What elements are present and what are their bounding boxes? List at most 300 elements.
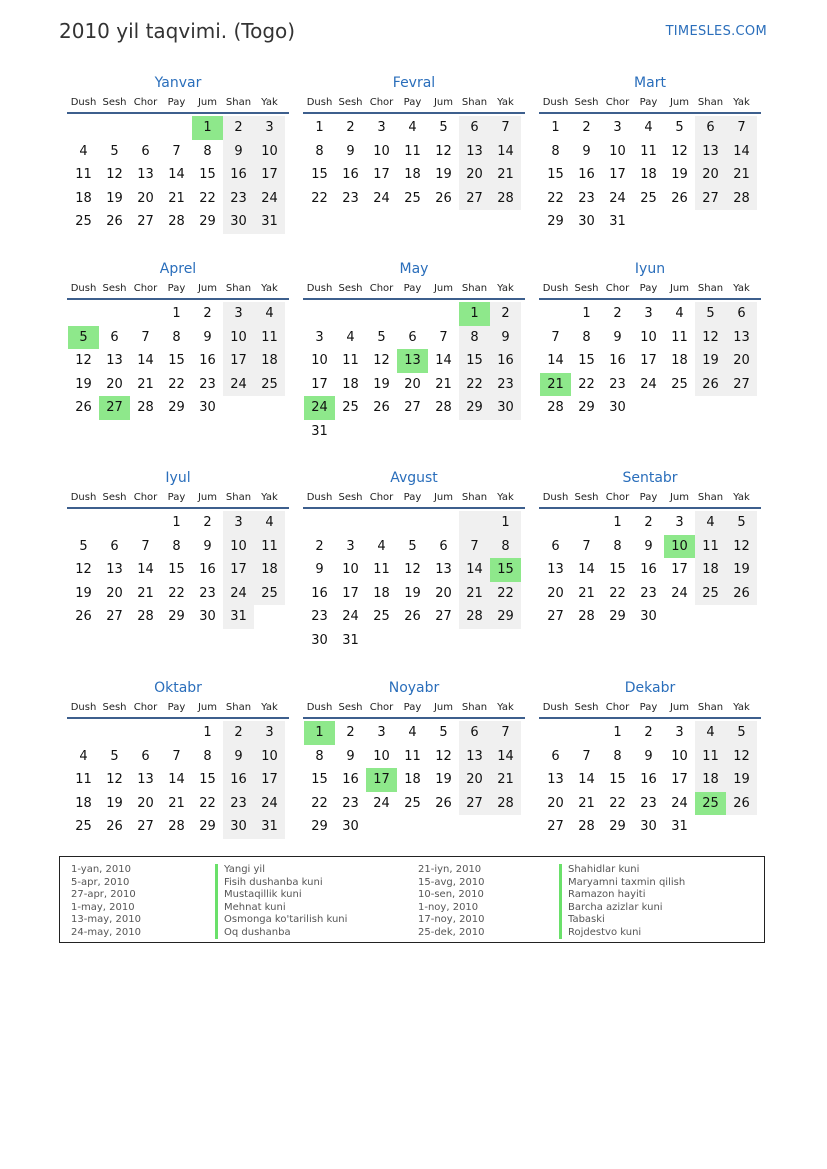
weekday-header <box>67 280 289 300</box>
empty-cell <box>304 302 335 326</box>
day-grid <box>68 511 289 629</box>
day-cell: 15 <box>199 772 216 787</box>
day-cell: 19 <box>106 795 123 811</box>
day-cell: 3 <box>613 120 622 135</box>
holiday-day-cell: 1 <box>459 302 490 326</box>
weekday-label: Dush <box>542 492 569 503</box>
day-cell: 21 <box>168 190 185 206</box>
day-cell: 22 <box>311 795 328 811</box>
day-cell: 7 <box>490 116 521 140</box>
day-cell: 31 <box>254 210 285 234</box>
day-cell: 8 <box>459 326 490 350</box>
month-name: Fevral <box>392 75 436 91</box>
day-cell: 11 <box>254 326 285 350</box>
day-cell: 12 <box>435 748 452 764</box>
day-cell: 3 <box>315 329 324 345</box>
day-cell: 10 <box>640 329 657 345</box>
day-cell: 21 <box>726 163 757 187</box>
holiday-day-cell: 24 <box>304 396 335 420</box>
weekday-label: Sesh <box>102 702 127 713</box>
day-cell: 16 <box>223 768 254 792</box>
day-cell: 11 <box>373 562 390 577</box>
weekday-label: Dush <box>70 492 97 503</box>
month-name: Aprel <box>159 261 197 277</box>
holiday-day-cell: 17 <box>366 768 397 792</box>
day-cell: 24 <box>640 376 657 392</box>
day-cell: 2 <box>223 721 254 745</box>
day-cell: 8 <box>613 748 622 764</box>
weekday-label: Shan <box>461 97 488 108</box>
weekday-label: Sesh <box>338 97 363 108</box>
weekday-header <box>539 489 761 509</box>
weekday-label: Dush <box>542 97 569 108</box>
day-cell: 3 <box>254 116 285 140</box>
empty-cell <box>130 721 161 745</box>
legend-date: 24-may, 2010 <box>71 926 141 938</box>
day-cell: 6 <box>695 116 726 140</box>
day-cell: 5 <box>377 329 386 345</box>
day-cell: 4 <box>695 721 726 745</box>
weekday-label: Dush <box>70 702 97 713</box>
day-cell: 30 <box>640 609 657 624</box>
day-cell: 27 <box>137 214 154 229</box>
day-cell: 10 <box>373 143 390 159</box>
weekday-header <box>303 280 525 300</box>
day-cell: 27 <box>106 609 123 624</box>
legend-holiday-name: Ramazon hayiti <box>559 889 685 902</box>
empty-cell <box>540 302 571 326</box>
day-cell: 29 <box>547 214 564 229</box>
day-cell: 4 <box>346 329 355 345</box>
legend-date: 10-sen, 2010 <box>418 889 484 900</box>
day-cell: 17 <box>254 163 285 187</box>
day-cell: 14 <box>137 562 154 577</box>
day-cell: 23 <box>640 585 657 601</box>
day-grid <box>540 511 761 629</box>
day-cell: 30 <box>342 819 359 834</box>
empty-cell <box>397 511 428 535</box>
weekday-label: Jum <box>197 283 218 294</box>
day-cell: 27 <box>137 819 154 834</box>
day-cell: 20 <box>547 585 564 601</box>
day-cell: 3 <box>675 725 684 740</box>
day-cell: 1 <box>613 515 622 530</box>
day-cell: 12 <box>695 326 726 350</box>
day-cell: 31 <box>342 632 359 648</box>
day-cell: 16 <box>199 353 216 368</box>
day-cell: 13 <box>695 140 726 164</box>
weekday-label: Chor <box>133 97 158 108</box>
day-cell: 7 <box>726 116 757 140</box>
day-cell: 22 <box>547 190 564 206</box>
weekday-label: Pay <box>403 492 422 503</box>
day-cell: 29 <box>199 214 216 229</box>
day-cell: 25 <box>404 795 421 811</box>
day-cell: 11 <box>254 535 285 559</box>
weekday-label: Jum <box>197 702 218 713</box>
day-cell: 8 <box>172 329 181 345</box>
weekday-header <box>539 94 761 114</box>
day-cell: 8 <box>203 748 212 764</box>
day-cell: 5 <box>675 120 684 135</box>
day-cell: 25 <box>342 400 359 415</box>
day-cell: 22 <box>168 376 185 392</box>
day-cell: 23 <box>342 190 359 206</box>
day-cell: 12 <box>726 535 757 559</box>
day-cell: 14 <box>547 353 564 368</box>
day-cell: 19 <box>373 376 390 392</box>
day-cell: 18 <box>75 795 92 811</box>
weekday-label: Jum <box>669 283 690 294</box>
day-cell: 1 <box>490 511 521 535</box>
legend-holiday-name: Oq dushanba <box>215 927 347 940</box>
weekday-label: Jum <box>433 283 454 294</box>
weekday-label: Shan <box>225 492 252 503</box>
month-name: Oktabr <box>154 680 202 696</box>
day-cell: 3 <box>223 511 254 535</box>
month-name: Iyun <box>634 261 666 277</box>
day-cell: 6 <box>551 748 560 764</box>
day-cell: 22 <box>578 376 595 392</box>
weekday-label: Yak <box>261 492 278 503</box>
weekday-label: Sesh <box>574 492 599 503</box>
day-cell: 18 <box>342 376 359 392</box>
day-cell: 19 <box>726 558 757 582</box>
month-aprel <box>67 258 289 420</box>
day-cell: 26 <box>75 609 92 624</box>
weekday-header <box>303 699 525 719</box>
day-cell: 12 <box>435 143 452 159</box>
day-cell: 24 <box>254 792 285 816</box>
day-cell: 16 <box>342 167 359 182</box>
month-name: Yanvar <box>154 75 202 91</box>
weekday-label: Chor <box>369 97 394 108</box>
legend-date: 1-yan, 2010 <box>71 864 131 875</box>
day-cell: 7 <box>582 538 591 554</box>
day-cell: 12 <box>106 772 123 787</box>
day-cell: 14 <box>168 772 185 787</box>
day-cell: 19 <box>75 585 92 601</box>
day-cell: 15 <box>168 562 185 577</box>
empty-cell <box>335 302 366 326</box>
weekday-label: Dush <box>306 492 333 503</box>
day-cell: 16 <box>311 585 328 601</box>
weekday-header <box>67 94 289 114</box>
month-avgust <box>303 467 525 652</box>
day-cell: 9 <box>203 329 212 345</box>
day-cell: 29 <box>168 400 185 415</box>
empty-cell <box>571 721 602 745</box>
empty-cell <box>99 302 130 326</box>
weekday-label: Shan <box>225 283 252 294</box>
day-cell: 20 <box>547 795 564 811</box>
day-cell: 6 <box>110 538 119 554</box>
empty-cell <box>68 721 99 745</box>
day-cell: 30 <box>578 214 595 229</box>
month-name: Dekabr <box>624 680 676 696</box>
day-cell: 25 <box>75 214 92 229</box>
weekday-label: Dush <box>542 283 569 294</box>
day-cell: 13 <box>106 562 123 577</box>
day-cell: 2 <box>644 515 653 530</box>
weekday-label: Chor <box>133 492 158 503</box>
legend-date: 15-avg, 2010 <box>418 876 485 888</box>
holiday-day-cell: 25 <box>695 792 726 816</box>
weekday-label: Shan <box>697 702 724 713</box>
day-cell: 22 <box>311 190 328 206</box>
day-cell: 17 <box>640 353 657 368</box>
day-cell: 25 <box>75 819 92 834</box>
day-cell: 3 <box>675 515 684 530</box>
day-cell: 27 <box>547 609 564 624</box>
weekday-label: Jum <box>197 97 218 108</box>
day-cell: 17 <box>223 558 254 582</box>
month-name: Iyul <box>165 470 191 486</box>
day-cell: 10 <box>373 748 390 764</box>
day-cell: 10 <box>254 745 285 769</box>
day-cell: 8 <box>490 535 521 559</box>
day-cell: 14 <box>459 558 490 582</box>
day-cell: 26 <box>695 373 726 397</box>
day-cell: 23 <box>640 795 657 811</box>
weekday-label: Sesh <box>338 283 363 294</box>
day-cell: 13 <box>137 167 154 182</box>
day-cell: 15 <box>609 772 626 787</box>
weekday-label: Shan <box>697 283 724 294</box>
day-cell: 15 <box>547 167 564 182</box>
empty-cell <box>68 116 99 140</box>
day-cell: 31 <box>254 815 285 839</box>
day-cell: 19 <box>726 768 757 792</box>
weekday-label: Jum <box>197 492 218 503</box>
day-cell: 5 <box>726 511 757 535</box>
empty-cell <box>161 116 192 140</box>
day-cell: 30 <box>199 609 216 624</box>
weekday-header <box>67 699 289 719</box>
day-cell: 27 <box>459 792 490 816</box>
day-cell: 17 <box>373 167 390 182</box>
day-cell: 21 <box>578 795 595 811</box>
day-cell: 25 <box>695 582 726 606</box>
weekday-label: Yak <box>497 97 514 108</box>
weekday-label: Yak <box>261 97 278 108</box>
legend-date: 1-may, 2010 <box>71 901 135 913</box>
day-cell: 5 <box>408 538 417 554</box>
day-cell: 1 <box>203 725 212 740</box>
day-cell: 27 <box>459 187 490 211</box>
day-cell: 10 <box>223 535 254 559</box>
day-cell: 5 <box>110 748 119 764</box>
day-cell: 18 <box>75 190 92 206</box>
day-cell: 26 <box>106 214 123 229</box>
day-cell: 9 <box>203 538 212 554</box>
day-cell: 29 <box>199 819 216 834</box>
day-grid <box>540 302 761 420</box>
day-cell: 15 <box>578 353 595 368</box>
day-cell: 13 <box>435 562 452 577</box>
day-cell: 29 <box>168 609 185 624</box>
day-cell: 10 <box>671 748 688 764</box>
day-cell: 22 <box>459 373 490 397</box>
day-cell: 12 <box>106 167 123 182</box>
day-cell: 6 <box>726 302 757 326</box>
day-cell: 16 <box>578 167 595 182</box>
day-cell: 6 <box>408 329 417 345</box>
day-cell: 21 <box>490 163 521 187</box>
day-cell: 23 <box>199 585 216 601</box>
day-cell: 21 <box>435 376 452 392</box>
legend-holiday-name: Mehnat kuni <box>215 902 347 915</box>
page-title: 2010 yil taqvimi. (Togo) <box>59 19 296 43</box>
weekday-label: Chor <box>369 702 394 713</box>
day-cell: 21 <box>578 585 595 601</box>
weekday-label: Chor <box>369 283 394 294</box>
day-cell: 28 <box>578 609 595 624</box>
day-cell: 19 <box>75 376 92 392</box>
day-cell: 24 <box>373 795 390 811</box>
day-cell: 16 <box>609 353 626 368</box>
day-cell: 27 <box>726 373 757 397</box>
day-cell: 11 <box>75 772 92 787</box>
day-cell: 1 <box>613 725 622 740</box>
site-link[interactable]: TIMESLES.COM <box>665 24 767 39</box>
day-cell: 7 <box>141 329 150 345</box>
day-cell: 20 <box>726 349 757 373</box>
day-cell: 18 <box>373 585 390 601</box>
day-cell: 5 <box>726 721 757 745</box>
legend-holiday-name: Mustaqillik kuni <box>215 889 347 902</box>
month-iyun <box>539 258 761 420</box>
day-cell: 23 <box>311 609 328 624</box>
day-cell: 12 <box>726 745 757 769</box>
day-cell: 8 <box>203 143 212 159</box>
day-cell: 7 <box>439 329 448 345</box>
day-cell: 9 <box>644 748 653 764</box>
day-cell: 17 <box>609 167 626 182</box>
empty-cell <box>540 721 571 745</box>
weekday-label: Shan <box>697 492 724 503</box>
day-grid <box>68 116 289 234</box>
month-name: Avgust <box>390 470 438 486</box>
day-cell: 18 <box>640 167 657 182</box>
day-cell: 6 <box>439 538 448 554</box>
holiday-day-cell: 15 <box>490 558 521 582</box>
empty-cell <box>130 116 161 140</box>
day-cell: 26 <box>404 609 421 624</box>
day-cell: 18 <box>695 768 726 792</box>
day-grid <box>304 116 525 210</box>
holiday-day-cell: 21 <box>540 373 571 397</box>
day-cell: 24 <box>671 795 688 811</box>
day-cell: 12 <box>75 353 92 368</box>
weekday-label: Jum <box>433 492 454 503</box>
day-cell: 8 <box>315 748 324 764</box>
day-cell: 6 <box>551 538 560 554</box>
day-cell: 18 <box>404 772 421 787</box>
day-cell: 2 <box>613 306 622 321</box>
empty-cell <box>99 511 130 535</box>
day-cell: 20 <box>695 163 726 187</box>
weekday-label: Pay <box>167 702 186 713</box>
weekday-label: Pay <box>639 97 658 108</box>
weekday-label: Dush <box>70 97 97 108</box>
day-cell: 1 <box>172 306 181 321</box>
day-cell: 11 <box>640 143 657 159</box>
day-cell: 22 <box>609 585 626 601</box>
day-cell: 1 <box>582 306 591 321</box>
day-cell: 18 <box>254 349 285 373</box>
empty-cell <box>428 302 459 326</box>
day-cell: 9 <box>315 562 324 577</box>
day-cell: 5 <box>110 143 119 159</box>
weekday-label: Pay <box>167 492 186 503</box>
empty-cell <box>304 511 335 535</box>
day-cell: 30 <box>223 210 254 234</box>
day-cell: 11 <box>404 143 421 159</box>
legend-holiday-name: Shahidlar kuni <box>559 864 685 877</box>
day-cell: 31 <box>671 819 688 834</box>
weekday-label: Dush <box>306 702 333 713</box>
day-cell: 24 <box>609 190 626 206</box>
day-cell: 25 <box>254 373 285 397</box>
day-cell: 8 <box>551 143 560 159</box>
month-name: Sentabr <box>622 470 678 486</box>
day-cell: 28 <box>435 400 452 415</box>
empty-cell <box>99 721 130 745</box>
month-fevral <box>303 72 525 210</box>
month-name: May <box>399 261 429 277</box>
day-grid <box>68 721 289 839</box>
day-cell: 28 <box>547 400 564 415</box>
day-cell: 23 <box>199 376 216 392</box>
day-cell: 8 <box>172 538 181 554</box>
weekday-label: Sesh <box>102 97 127 108</box>
day-cell: 31 <box>311 423 328 439</box>
day-cell: 19 <box>435 772 452 787</box>
day-cell: 24 <box>671 585 688 601</box>
day-cell: 7 <box>172 143 181 159</box>
day-cell: 4 <box>79 143 88 159</box>
day-cell: 4 <box>408 120 417 135</box>
legend-holiday-name: Tabaski <box>559 914 685 927</box>
day-cell: 21 <box>137 585 154 601</box>
day-cell: 4 <box>79 748 88 764</box>
day-cell: 28 <box>459 605 490 629</box>
weekday-label: Chor <box>133 283 158 294</box>
legend-names-left <box>215 864 347 939</box>
day-cell: 14 <box>726 140 757 164</box>
weekday-label: Pay <box>403 283 422 294</box>
day-cell: 2 <box>644 725 653 740</box>
day-cell: 6 <box>141 143 150 159</box>
day-cell: 4 <box>254 302 285 326</box>
day-cell: 25 <box>373 609 390 624</box>
day-cell: 28 <box>490 187 521 211</box>
weekday-label: Shan <box>461 492 488 503</box>
day-cell: 29 <box>578 400 595 415</box>
legend-dates-right <box>418 864 485 939</box>
day-cell: 14 <box>578 562 595 577</box>
day-cell: 31 <box>223 605 254 629</box>
empty-cell <box>68 511 99 535</box>
holiday-day-cell: 5 <box>68 326 99 350</box>
day-cell: 19 <box>404 585 421 601</box>
day-cell: 19 <box>435 167 452 182</box>
weekday-label: Dush <box>306 97 333 108</box>
day-cell: 26 <box>435 190 452 206</box>
day-cell: 20 <box>106 585 123 601</box>
weekday-label: Sesh <box>574 702 599 713</box>
